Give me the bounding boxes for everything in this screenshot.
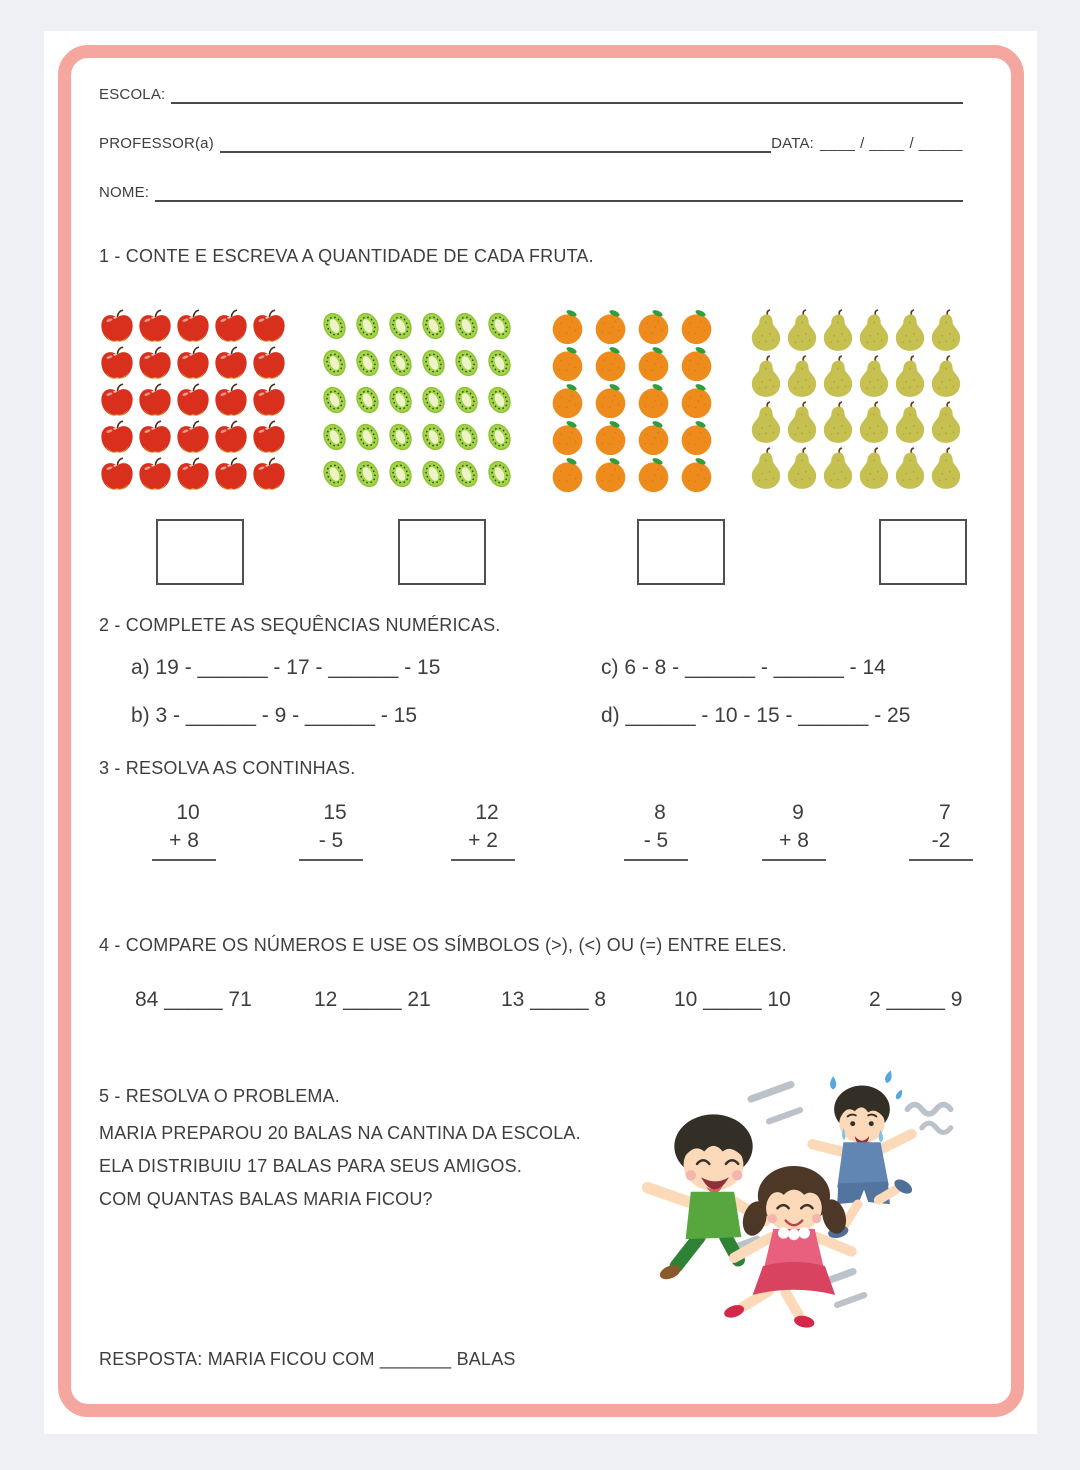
orange-icon xyxy=(676,420,717,456)
kiwi-icon xyxy=(352,457,383,491)
apple-icon xyxy=(213,420,249,454)
boy-green xyxy=(648,1114,766,1282)
kiwi-icon xyxy=(484,457,515,491)
q3-title: 3 - RESOLVA AS CONTINHAS. xyxy=(99,758,356,778)
apple-icon xyxy=(251,420,287,454)
sum-answer-line xyxy=(299,859,363,861)
kiwi-icon xyxy=(484,383,515,417)
sum-bottom-number: + 8 xyxy=(779,829,809,852)
kiwi-icon xyxy=(352,309,383,343)
orange-icon xyxy=(547,346,588,382)
kiwi-icon xyxy=(319,420,350,454)
children-running-illustration xyxy=(631,1063,961,1338)
sequence-item-a: a) 19 - ______ - 17 - ______ - 15 xyxy=(131,656,441,679)
kiwi-icon xyxy=(319,457,350,491)
sum-top-number: 10 xyxy=(176,801,200,824)
pear-icon xyxy=(785,401,819,445)
squiggle-line-2 xyxy=(922,1123,951,1132)
pear-icon xyxy=(929,309,963,353)
sum-problem-4 xyxy=(624,801,688,861)
answer-boxes xyxy=(99,519,963,587)
squiggle-line xyxy=(907,1105,950,1114)
sum-answer-line xyxy=(624,859,688,861)
orange-icon xyxy=(590,457,631,493)
apple-icon xyxy=(99,309,135,343)
comparison-pair-3: 13 _____ 8 xyxy=(501,988,607,1011)
apple-icon xyxy=(99,383,135,417)
sequence-item-d: d) ______ - 10 - 15 - ______ - 25 xyxy=(601,704,911,727)
sum-problem-3 xyxy=(451,801,515,861)
problem-text-line: MARIA PREPAROU 20 BALAS NA CANTINA DA ESCOLA. xyxy=(99,1123,581,1143)
apple-icon xyxy=(251,309,287,343)
name-label: NOME: xyxy=(99,184,150,201)
apple-icon xyxy=(99,346,135,380)
fruit-grid-kiwi xyxy=(319,309,515,491)
pear-icon xyxy=(821,309,855,353)
apple-icon xyxy=(213,309,249,343)
fruit-groups xyxy=(99,309,963,495)
orange-icon xyxy=(676,346,717,382)
sum-top-number: 15 xyxy=(323,801,347,824)
apple-icon xyxy=(251,383,287,417)
apple-icon xyxy=(137,420,173,454)
school-field xyxy=(99,86,963,104)
q5-title: 5 - RESOLVA O PROBLEMA. xyxy=(99,1086,341,1106)
problem-text-line: COM QUANTAS BALAS MARIA FICOU? xyxy=(99,1189,433,1209)
sum-top-number: 8 xyxy=(654,801,666,824)
answer-box-4 xyxy=(879,519,967,585)
kiwi-icon xyxy=(484,346,515,380)
sum-top-number: 9 xyxy=(792,801,804,824)
sum-bottom-number: - 5 xyxy=(643,829,669,852)
apple-icon xyxy=(175,309,211,343)
sum-problem-1 xyxy=(152,801,216,861)
girl-pink xyxy=(723,1166,852,1329)
fruit-grid-apple xyxy=(99,309,287,491)
kiwi-icon xyxy=(484,309,515,343)
kiwi-icon xyxy=(352,383,383,417)
pear-icon xyxy=(929,401,963,445)
answer-suffix: BALAS xyxy=(456,1349,516,1369)
orange-icon xyxy=(633,309,674,345)
apple-icon xyxy=(137,309,173,343)
kiwi-icon xyxy=(484,420,515,454)
pear-icon xyxy=(893,447,927,491)
pear-icon xyxy=(929,355,963,399)
orange-icon xyxy=(633,383,674,419)
kiwi-icon xyxy=(385,457,416,491)
pear-icon xyxy=(857,447,891,491)
problem-text-line: ELA DISTRIBUIU 17 BALAS PARA SEUS AMIGOS. xyxy=(99,1156,523,1176)
sum-problem-2 xyxy=(299,801,363,861)
orange-icon xyxy=(547,309,588,345)
apple-icon xyxy=(137,346,173,380)
pear-icon xyxy=(749,355,783,399)
sum-answer-line xyxy=(909,859,973,861)
kiwi-icon xyxy=(451,309,482,343)
name-field xyxy=(99,184,963,202)
sum-problem-5 xyxy=(762,801,826,861)
orange-icon xyxy=(590,420,631,456)
q2-title: 2 - COMPLETE AS SEQUÊNCIAS NUMÉRICAS. xyxy=(99,615,501,635)
q2-items xyxy=(99,656,963,728)
sum-answer-line xyxy=(451,859,515,861)
pear-icon xyxy=(893,401,927,445)
apple-icon xyxy=(213,346,249,380)
pear-icon xyxy=(821,447,855,491)
q5-answer-line xyxy=(99,1349,516,1370)
q4-comparisons xyxy=(99,988,963,1030)
answer-box-3 xyxy=(637,519,725,585)
orange-icon xyxy=(547,457,588,493)
answer-box-1 xyxy=(156,519,244,585)
kiwi-icon xyxy=(385,346,416,380)
sum-answer-line xyxy=(762,859,826,861)
comparison-pair-2: 12 _____ 21 xyxy=(314,988,431,1011)
fruit-grid-orange xyxy=(547,309,717,493)
orange-icon xyxy=(676,309,717,345)
kiwi-icon xyxy=(451,346,482,380)
name-line xyxy=(155,186,963,202)
apple-icon xyxy=(175,420,211,454)
orange-icon xyxy=(590,309,631,345)
sum-top-number: 12 xyxy=(475,801,499,824)
pear-icon xyxy=(749,447,783,491)
apple-icon xyxy=(175,383,211,417)
sum-top-number: 7 xyxy=(939,801,951,824)
q4-title: 4 - COMPARE OS NÚMEROS E USE OS SÍMBOLOS (>), (<) OU (=) ENTRE ELES. xyxy=(99,935,787,955)
kiwi-icon xyxy=(451,383,482,417)
kiwi-icon xyxy=(385,420,416,454)
kiwi-icon xyxy=(319,383,350,417)
kiwi-icon xyxy=(385,383,416,417)
pear-icon xyxy=(785,309,819,353)
apple-icon xyxy=(175,457,211,491)
sum-bottom-number: - 5 xyxy=(318,829,344,852)
orange-icon xyxy=(547,383,588,419)
orange-icon xyxy=(633,457,674,493)
pear-icon xyxy=(857,309,891,353)
kiwi-icon xyxy=(418,309,449,343)
orange-icon xyxy=(633,346,674,382)
comparison-pair-5: 2 _____ 9 xyxy=(869,988,963,1011)
school-line xyxy=(171,88,963,104)
teacher-field xyxy=(99,135,963,153)
kiwi-icon xyxy=(319,309,350,343)
pear-icon xyxy=(821,355,855,399)
q3-problems xyxy=(99,801,963,905)
teacher-line xyxy=(220,137,771,153)
kiwi-icon xyxy=(418,457,449,491)
apple-icon xyxy=(137,457,173,491)
comparison-pair-4: 10 _____ 10 xyxy=(674,988,791,1011)
sum-answer-line xyxy=(152,859,216,861)
sequence-item-b: b) 3 - ______ - 9 - ______ - 15 xyxy=(131,704,418,727)
pear-icon xyxy=(785,447,819,491)
kiwi-icon xyxy=(319,346,350,380)
kiwi-icon xyxy=(352,346,383,380)
date-blanks: ____ / ____ / _____ xyxy=(820,135,963,152)
sum-problem-6 xyxy=(909,801,973,861)
pear-icon xyxy=(893,355,927,399)
sum-bottom-number: + 8 xyxy=(169,829,199,852)
kiwi-icon xyxy=(418,383,449,417)
orange-icon xyxy=(590,383,631,419)
pear-icon xyxy=(857,401,891,445)
kiwi-icon xyxy=(418,420,449,454)
answer-box-2 xyxy=(398,519,486,585)
apple-icon xyxy=(99,420,135,454)
pear-icon xyxy=(893,309,927,353)
pear-icon xyxy=(857,355,891,399)
sequence-item-c: c) 6 - 8 - ______ - ______ - 14 xyxy=(601,656,886,679)
q1-title: 1 - CONTE E ESCREVA A QUANTIDADE DE CADA FRUTA. xyxy=(99,246,594,266)
apple-icon xyxy=(213,383,249,417)
comparison-pair-1: 84 _____ 71 xyxy=(135,988,252,1011)
kiwi-icon xyxy=(385,309,416,343)
orange-icon xyxy=(633,420,674,456)
apple-icon xyxy=(213,457,249,491)
answer-prefix: RESPOSTA: MARIA FICOU COM xyxy=(99,1349,375,1369)
sum-bottom-number: + 2 xyxy=(468,829,498,852)
fruit-grid-pear xyxy=(749,309,963,491)
school-label: ESCOLA: xyxy=(99,86,166,103)
kiwi-icon xyxy=(451,457,482,491)
pear-icon xyxy=(749,401,783,445)
apple-icon xyxy=(251,346,287,380)
orange-icon xyxy=(676,383,717,419)
pear-icon xyxy=(785,355,819,399)
apple-icon xyxy=(137,383,173,417)
orange-icon xyxy=(547,420,588,456)
orange-icon xyxy=(676,457,717,493)
orange-icon xyxy=(590,346,631,382)
kiwi-icon xyxy=(352,420,383,454)
teacher-label: PROFESSOR(a) xyxy=(99,135,214,152)
pear-icon xyxy=(749,309,783,353)
apple-icon xyxy=(251,457,287,491)
kiwi-icon xyxy=(451,420,482,454)
pear-icon xyxy=(821,401,855,445)
apple-icon xyxy=(175,346,211,380)
sum-bottom-number: -2 xyxy=(931,829,951,852)
answer-blank: _______ xyxy=(379,1349,452,1369)
apple-icon xyxy=(99,457,135,491)
date-label: DATA: xyxy=(771,135,815,152)
kiwi-icon xyxy=(418,346,449,380)
pear-icon xyxy=(929,447,963,491)
worksheet-card xyxy=(58,45,1024,1417)
